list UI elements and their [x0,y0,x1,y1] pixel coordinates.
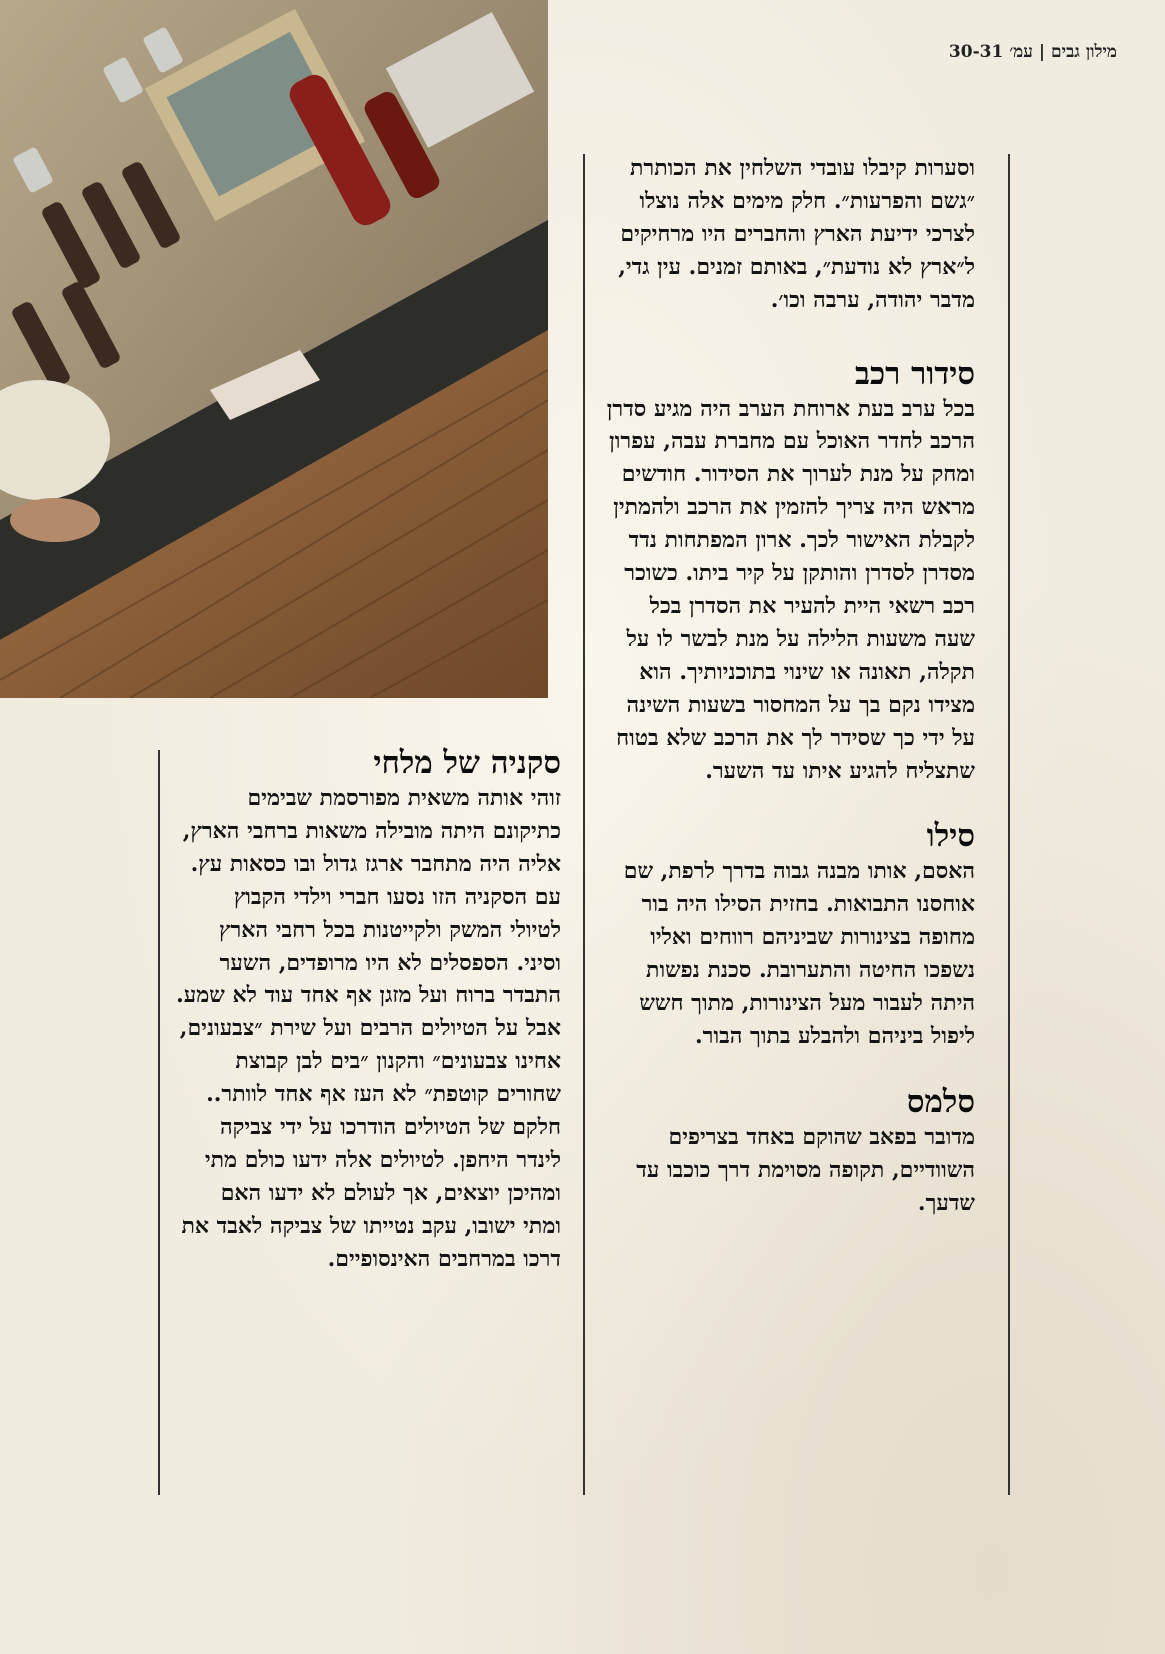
intro-paragraph: וסערות קיבלו עובדי השלחין את הכותרת ״גשם והפרעות״. חלק מימים אלה נוצלו לצרכי ידיעת הארץ והחברים היו מרחיקים ל״ארץ לא נודעת״, באותם זמנים. עין גדי, מדבר יהודה, ערבה וכו׳. [618,155,975,313]
section-salmas [605,1083,975,1220]
section-body: זוהי אותה משאית מפורסמת שבימים כתיקונם היתה מובילה משאות ברחבי הארץ, אליה היה מתחבר ארגז גדול ובו כסאות עץ. עם הסקניה הזו נסעו חברי וילדי הקבוץ לטיולי המשק ולקייטנות בכל רחבי הארץ וסיני. הספסלים לא היו מרופדים, השער התבדר ברוח ועל מזגן אף אחד עוד לא שמע. אבל על הטיולים הרבים ועל שירת ״צבעונים, אחינו צבעונים״ והקנון ״בים לבן קבוצת שחורים קוטפת״ לא העז אף אחד לוותר.. [176,785,561,1108]
left-column [176,744,561,1276]
section-vehicle-schedule [605,355,975,788]
section-body: בכל ערב בעת ארוחת הערב היה מגיע סדרן הרכב לחדר האוכל עם מחברת עבה, עפרון ומחק על מנת לערוך את הסידור. חודשים מראש היה צריך להזמין את הרכב ולהמתין לקבלת האישור לכך. ארון המפתחות נדד מסדרן לסדרן והותקן על קיר ביתו. כשוכר רכב רשאי היית להעיר את הסדרן בכל שעה משעות הלילה על מנת לבשר לו על תקלה, תאונה או שינוי בתוכניותיך. הוא מצידו נקם בך על המחסור בשעות השינה על ידי כך שסידר לך את הרכב שלא בטוח שתצליח להגיע איתו עד השער. [606,395,975,784]
column-rule-left [158,750,160,1495]
section-title: סידור רכב [855,355,975,392]
section-body: מדובר בפאב שהוקם באחד בצריפים השוודיים, תקופה מסוימת דרך כוכבו עד שדעך. [636,1123,975,1216]
section-title: סילו [926,818,975,855]
right-column [605,152,975,1220]
header-separator: | [1038,42,1046,62]
page-header [949,42,1117,62]
page-numbers: עמ׳ 30-31 [948,42,1033,62]
section-title: סלמס [906,1083,975,1120]
publication-name: מילון גבים [1051,42,1117,62]
section-silo [605,817,975,1052]
column-rule-middle [583,154,585,1495]
section-body-continued: חלקם של הטיולים הודרכו על ידי צביקה לינדר היחפן. לטיולים אלה ידעו כולם מתי ומהיכן יוצאים, אך לעולם לא ידעו האם ומתי ישובו, עקב נטייתו של צביקה לאבד את דרכו במרחבים האינסופיים. [181,1114,561,1272]
section-body: האסם, אותו מבנה גבוה בדרך לרפת, שם אוחסנו התבואות. בחזית הסילו היה בור מחופה בצינורות שביניהם רווחים ואליו נשפכו החיטה והתערובת. סכנת נפשות היתה לעבור מעל הצינורות, מתוך חשש ליפול ביניהם ולהבלע בתוך הבור. [623,858,975,1049]
column-rule-right [1008,154,1010,1495]
bar-photo [0,0,548,698]
section-title: סקניה של מלחי [373,745,561,781]
